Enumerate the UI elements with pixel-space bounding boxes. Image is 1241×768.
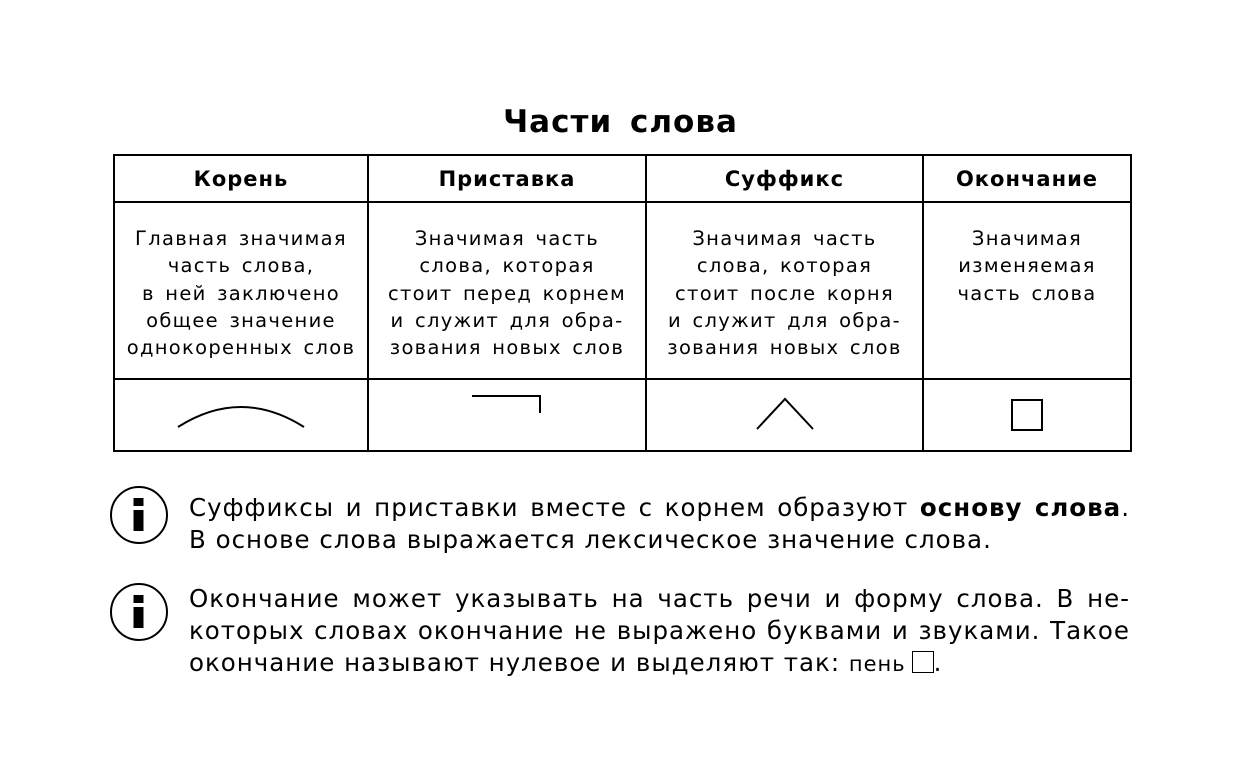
table-symbol-row (114, 379, 1131, 451)
header-prefix: Приставка (368, 155, 646, 202)
table-header-row (114, 155, 1131, 202)
symbol-cell-suffix (646, 379, 923, 451)
header-ending: Окончание (923, 155, 1131, 202)
symbol-cell-ending (923, 379, 1131, 451)
header-suffix: Суффикс (646, 155, 923, 202)
header-root: Корень (114, 155, 368, 202)
table-description-row (114, 202, 1131, 379)
prefix-bracket-icon (471, 394, 543, 416)
info-text-base (189, 492, 1130, 556)
ending-box-icon (1010, 398, 1044, 432)
info-bold-term: основу слова (919, 493, 1122, 522)
info-text-part: Окончание может указывать на часть речи и форму слова. В не-которых словах окончание не выражено буквами и звуками. Такое окончание называют нулевое и выделяют так: (189, 584, 1130, 677)
info-icon (110, 583, 168, 641)
example-word: пень (848, 652, 906, 676)
suffix-caret-icon (755, 396, 815, 432)
symbol-cell-root (114, 379, 368, 451)
info-icon (110, 486, 168, 544)
root-arc-icon (176, 400, 306, 430)
zero-ending-box-icon (912, 651, 934, 673)
info-text-part: Суффиксы и приставки вместе с корнем образуют (189, 493, 920, 522)
desc-suffix: Значимая часть слова, которая стоит после корня и служит для обра- зования новых слов (646, 202, 923, 379)
desc-ending: Значимая изменяемая часть слова (923, 202, 1131, 379)
desc-root: Главная значимая часть слова, в ней заключено общее значение однокоренных слов (114, 202, 368, 379)
parts-table (113, 154, 1132, 452)
symbol-cell-prefix (368, 379, 646, 451)
info-text-part: . В основе слова выражается лексическое значение слова. (189, 493, 1130, 554)
info-text-part: . (933, 648, 943, 677)
page-title: Части слова (503, 104, 738, 140)
info-text-ending (189, 583, 1130, 680)
desc-prefix: Значимая часть слова, которая стоит перед корнем и служит для обра- зования новых слов (368, 202, 646, 379)
